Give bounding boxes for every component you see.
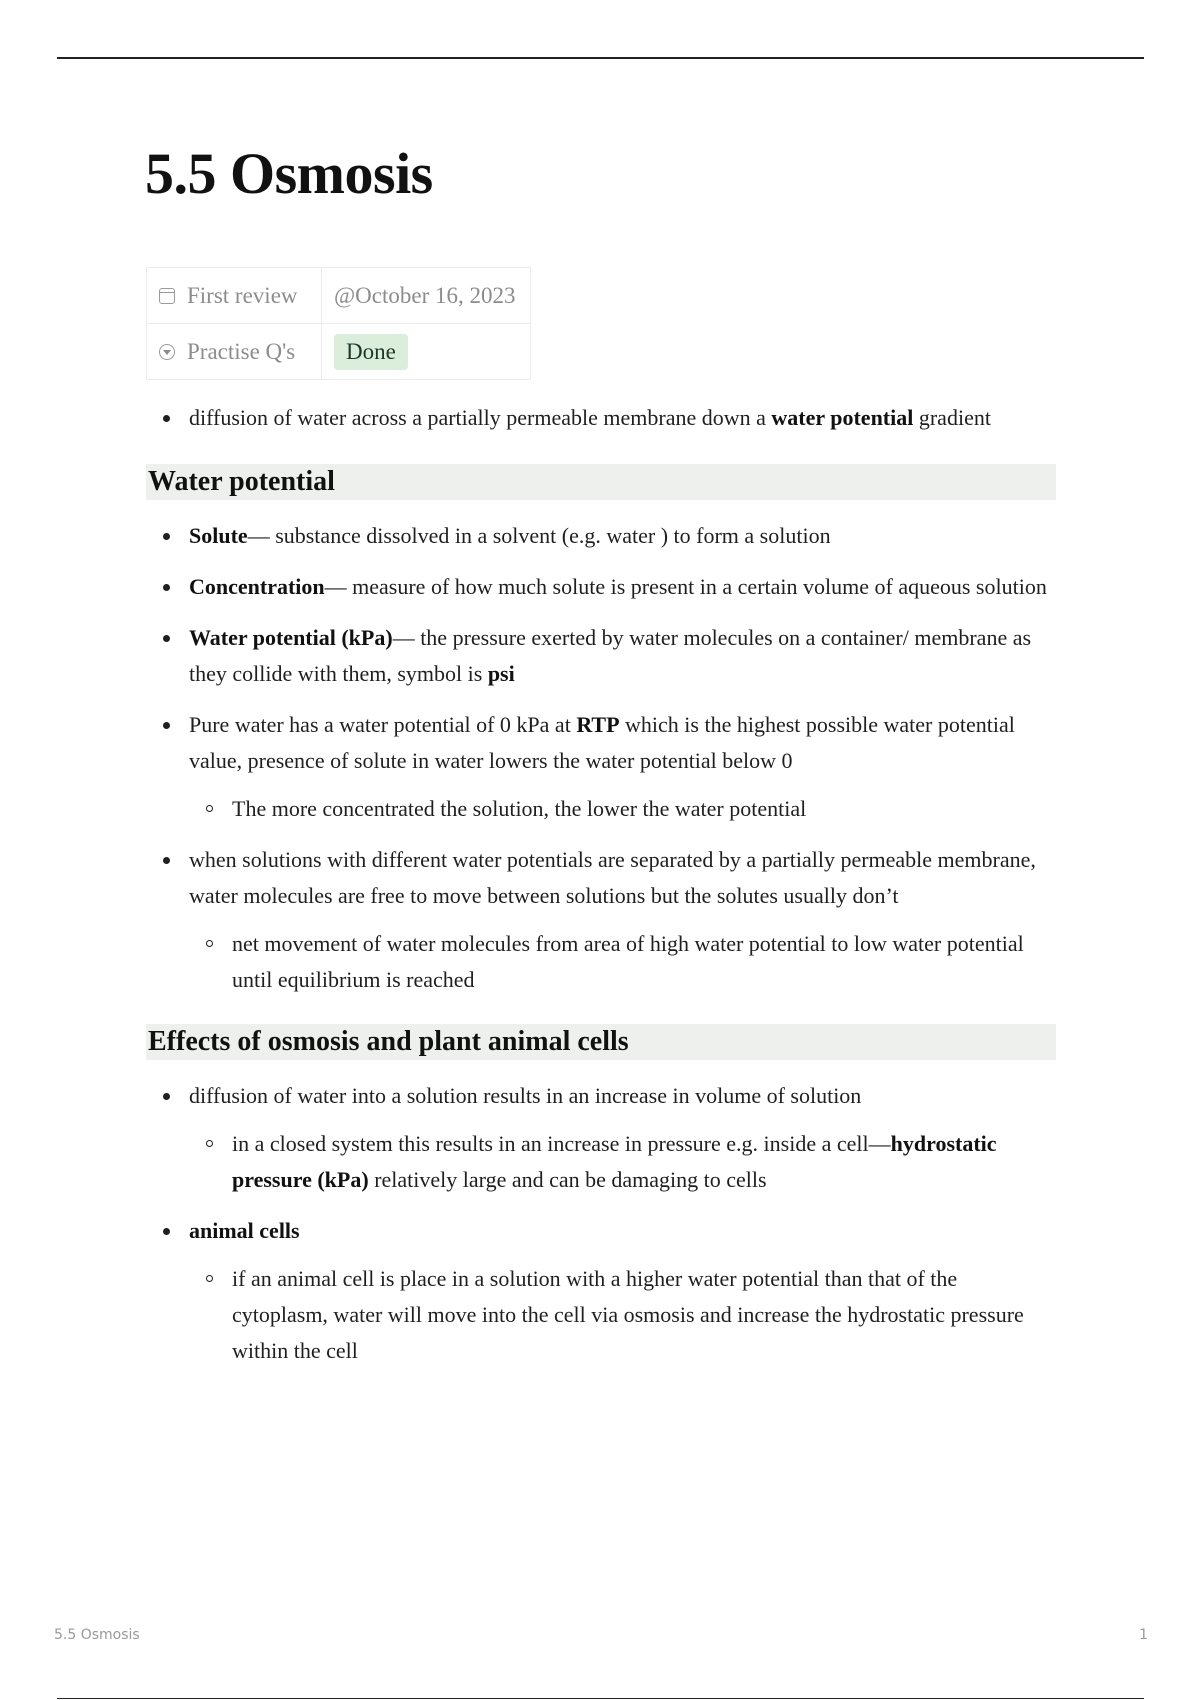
sub-list-item: net movement of water molecules from area of high water potential to low water potential until equilibrium is reached: [189, 926, 1056, 998]
text: when solutions with different water potentials are separated by a partially permeable membrane, water molecules are free to move between solutions but the solutes usually don’t: [189, 847, 1036, 908]
property-value-cell[interactable]: [322, 268, 531, 324]
properties-table: [146, 267, 531, 380]
sub-list: [189, 1261, 1056, 1369]
property-name-cell[interactable]: [147, 324, 322, 380]
list-item: [146, 400, 1056, 436]
bold-term: water potential: [771, 405, 914, 430]
text: in a closed system this results in an increase in pressure e.g. inside a cell—: [232, 1131, 891, 1156]
bold-term: RTP: [576, 712, 620, 737]
text: — substance dissolved in a solvent (e.g. water ) to form a solution: [247, 523, 831, 548]
sub-list: [189, 926, 1056, 998]
property-row-practise-qs: [147, 324, 531, 380]
page-title: 5.5 Osmosis: [145, 141, 433, 206]
text: — the pressure exerted by water molecules on a container/ membrane as they collide with them, symbol is: [189, 625, 1032, 686]
property-name-cell[interactable]: [147, 268, 322, 324]
list-item: [146, 707, 1056, 827]
bold-term: animal cells: [189, 1218, 300, 1243]
effects-list: [146, 1078, 1056, 1369]
sub-list-item: [189, 1126, 1056, 1198]
water-potential-list: [146, 518, 1056, 998]
bold-term: Water potential (kPa): [189, 625, 393, 650]
bold-term: psi: [487, 661, 515, 686]
text: diffusion of water across a partially permeable membrane down a: [189, 405, 772, 430]
bold-term: Solute: [189, 523, 248, 548]
list-item: [146, 842, 1056, 998]
property-name: Practise Q's: [187, 338, 296, 364]
list-item: [146, 569, 1056, 605]
list-item: [146, 1213, 1056, 1369]
footer-page-number: 1: [1139, 1627, 1148, 1643]
text: relatively large and can be damaging to cells: [368, 1167, 767, 1192]
status-badge: Done: [334, 334, 408, 370]
page-content: [146, 400, 1056, 1384]
first-review-date: @October 16, 2023: [334, 282, 516, 308]
list-item: [146, 620, 1056, 692]
heading-water-potential: Water potential: [146, 464, 1056, 500]
text: which is the highest possible water potential value, presence of solute in water lowers the water potential below 0: [189, 712, 1015, 773]
bold-term: hydrostatic pressure (kPa): [232, 1131, 997, 1192]
property-name: First review: [187, 282, 298, 308]
sub-list: [189, 1126, 1056, 1198]
top-rule: [57, 57, 1144, 59]
text: diffusion of water into a solution results in an increase in volume of solution: [189, 1083, 862, 1108]
sub-list-item: The more concentrated the solution, the lower the water potential: [189, 791, 1056, 827]
sub-list: [189, 791, 1056, 827]
list-item: [146, 518, 1056, 554]
heading-effects-of-osmosis: Effects of osmosis and plant animal cells: [146, 1024, 1056, 1060]
property-value-cell[interactable]: [322, 324, 531, 380]
text: gradient: [913, 405, 991, 430]
bottom-rule: [57, 1698, 1144, 1699]
property-row-first-review: [147, 268, 531, 324]
list-item: [146, 1078, 1056, 1198]
text: Pure water has a water potential of 0 kPa at: [189, 712, 577, 737]
calendar-icon: [159, 288, 175, 304]
text: — measure of how much solute is present in a certain volume of aqueous solution: [324, 574, 1047, 599]
status-icon: [159, 344, 175, 360]
footer-page-title: 5.5 Osmosis: [54, 1627, 140, 1643]
bold-term: Concentration: [189, 574, 325, 599]
intro-list: [146, 400, 1056, 436]
sub-list-item: if an animal cell is place in a solution with a higher water potential than that of the cytoplasm, water will move into the cell via osmosis and increase the hydrostatic pressure within the cell: [189, 1261, 1056, 1369]
